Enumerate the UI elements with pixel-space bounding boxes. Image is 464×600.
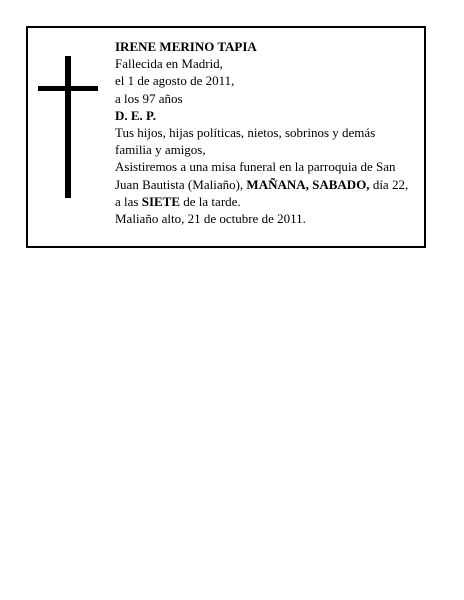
obituary-notice xyxy=(26,26,426,248)
family-line: Tus hijos, hijas políticas, nietos, sobrinos y demás familia y amigos, xyxy=(115,125,376,158)
invitation-line xyxy=(115,158,415,210)
place-date: Maliaño alto, 21 de octubre de 2011. xyxy=(115,211,306,227)
rip-line: D. E. P. xyxy=(115,107,157,123)
age: a los 97 años xyxy=(115,90,183,106)
cross-horizontal-bar xyxy=(38,86,98,91)
invitation-time: SIETE xyxy=(141,193,181,209)
cross-vertical-bar xyxy=(65,56,71,198)
cross-icon xyxy=(38,56,98,198)
invitation-text-3: de la tarde. xyxy=(180,193,241,209)
death-date: el 1 de agosto de 2011, xyxy=(115,73,235,89)
deceased-name: IRENE MERINO TAPIA xyxy=(115,39,257,54)
death-place: Fallecida en Madrid, xyxy=(115,56,223,72)
invitation-text-1: Asistiremos a una misa funeral en la parroquia de San Juan Bautista (Maliaño), xyxy=(115,159,396,192)
invitation-day: MAÑANA, SABADO, xyxy=(246,176,370,192)
notice-text xyxy=(115,38,415,227)
invitation-text-2: día 22, a las xyxy=(115,176,409,209)
